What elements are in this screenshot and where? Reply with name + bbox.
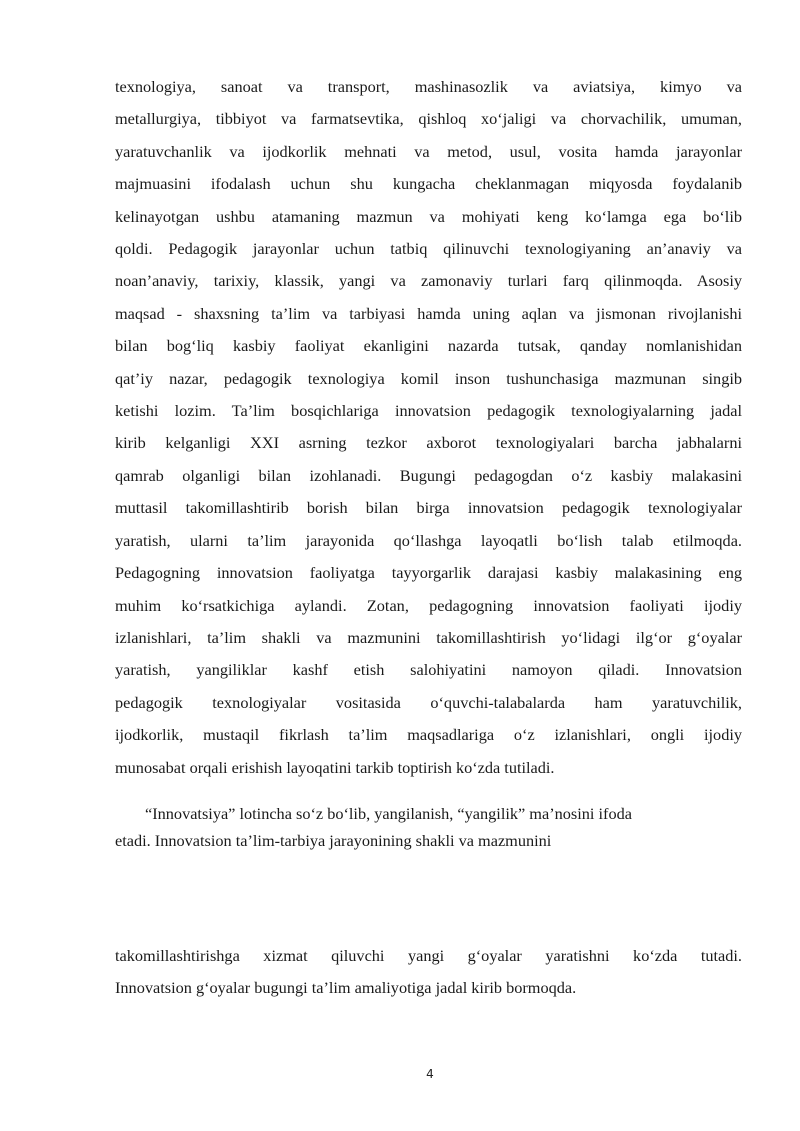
page-number: 4 — [426, 1067, 434, 1081]
text-line: muttasil takomillashtirib borish bilan birga innovatsion pedagogik texnologiyalar — [115, 498, 742, 518]
text-line: Innovatsion g‘oyalar bugungi ta’lim amaliyotiga jadal kirib bormoqda. — [115, 978, 577, 998]
text-line-content: “Innovatsiya” lotincha so‘z bo‘lib, yangilanish, “yangilik” ma’nosini ifoda — [145, 804, 632, 823]
text-line: Pedagogning innovatsion faoliyatga tayyorgarlik darajasi kasbiy malakasining eng — [115, 563, 742, 583]
text-line: majmuasini ifodalash uchun shu kungacha cheklanmagan miqyosda foydalanib — [115, 174, 742, 194]
text-line: yaratish, ularni ta’lim jarayonida qo‘llashga layoqatli bo‘lish talab etilmoqda. — [115, 530, 742, 550]
text-line: texnologiya, sanoat va transport, mashinasozlik va aviatsiya, kimyo va — [115, 77, 742, 96]
text-line: bilan bog‘liq kasbiy faoliyat ekanligini nazarda tutsak, qanday nomlanishidan — [115, 336, 742, 356]
text-line: qat’iy nazar, pedagogik texnologiya komil inson tushunchasiga mazmunan singib — [115, 368, 742, 388]
text-line: takomillashtirishga xizmat qiluvchi yangi g‘oyalar yaratishni ko‘zda tutadi. — [115, 946, 742, 965]
text-line: ketishi lozim. Ta’lim bosqichlariga innovatsion pedagogik texnologiyalarning jadal — [115, 401, 742, 421]
text-line: noan’anaviy, tarixiy, klassik, yangi va zamonaviy turlari farq qilinmoqda. Asosiy — [115, 271, 742, 291]
text-line: maqsad - shaxsning ta’lim va tarbiyasi hamda uning aqlan va jismonan rivojlanishi — [115, 303, 742, 323]
text-line: yaratish, yangiliklar kashf etish salohiyatini namoyon qiladi. Innovatsion — [115, 660, 742, 680]
text-line: metallurgiya, tibbiyot va farmatsevtika, qishloq xo‘jaligi va chorvachilik, umuman, — [115, 109, 742, 129]
main-paragraph — [115, 71, 742, 784]
text-line: pedagogik texnologiyalar vositasida o‘quvchi-talabalarda ham yaratuvchilik, — [115, 692, 742, 712]
third-paragraph — [115, 940, 742, 1005]
text-line: munosabat orqali erishish layoqatini tarkib toptirish ko‘zda tutiladi. — [115, 757, 555, 777]
text-line: yaratuvchanlik va ijodkorlik mehnati va metod, usul, vosita hamda jarayonlar — [115, 141, 742, 161]
text-line: kelinayotgan ushbu atamaning mazmun va mohiyati keng ko‘lamga ega bo‘lib — [115, 206, 742, 226]
text-line — [115, 800, 742, 827]
text-line: qamrab olganligi bilan izohlanadi. Bugungi pedagogdan o‘z kasbiy malakasini — [115, 465, 742, 485]
text-line: etadi. Innovatsion ta’lim-tarbiya jarayonining shakli va mazmunini — [115, 831, 552, 850]
text-line: ijodkorlik, mustaqil fikrlash ta’lim maqsadlariga o‘z izlanishlari, ongli ijodiy — [115, 725, 742, 745]
text-line: izlanishlari, ta’lim shakli va mazmunini takomillashtirish yo‘lidagi ilg‘or g‘oyalar — [115, 627, 742, 647]
second-paragraph — [115, 800, 742, 854]
text-line: muhim ko‘rsatkichiga aylandi. Zotan, pedagogning innovatsion faoliyati ijodiy — [115, 595, 742, 615]
text-line: qoldi. Pedagogik jarayonlar uchun tatbiq qilinuvchi texnologiyaning an’anaviy va — [115, 239, 742, 259]
text-line: kirib kelganligi XXI asrning tezkor axborot texnologiyalari barcha jabhalarni — [115, 433, 742, 453]
